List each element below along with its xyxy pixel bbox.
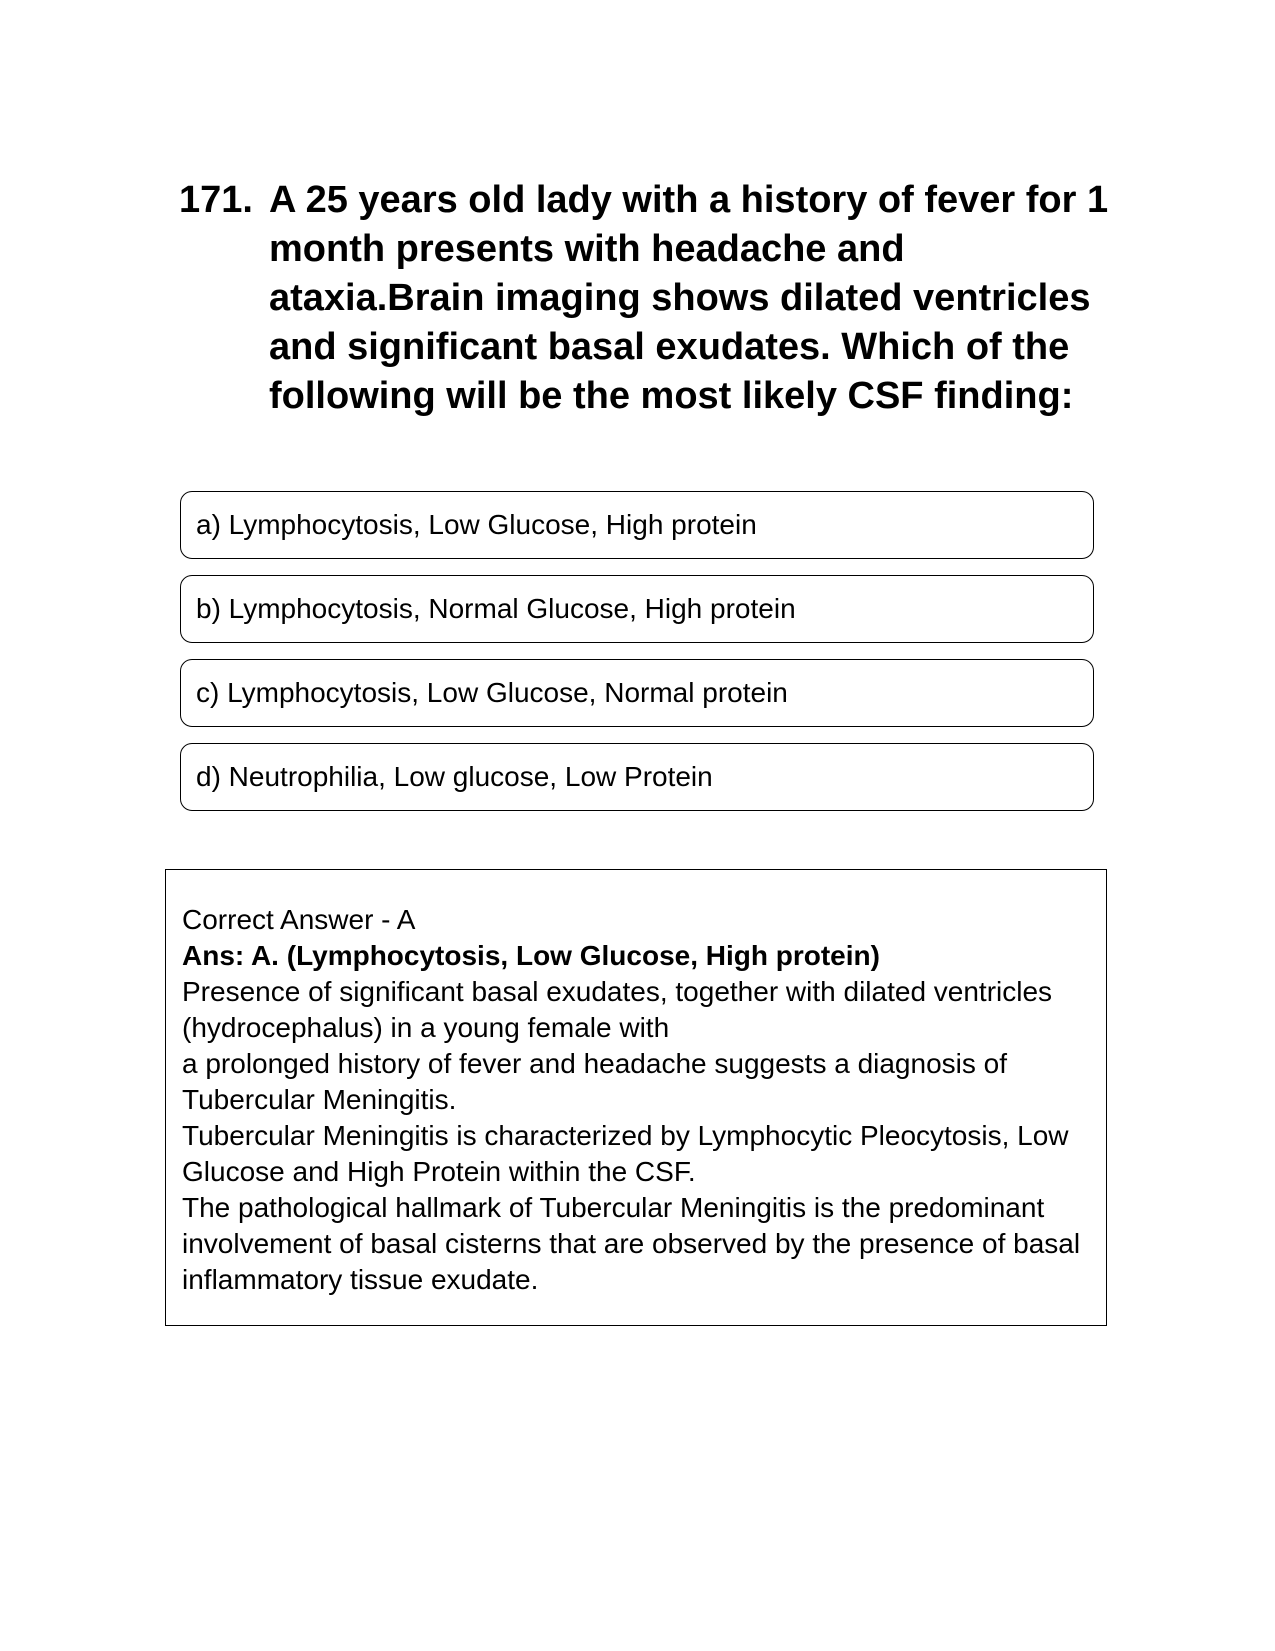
answer-heading: Ans: A. (Lymphocytosis, Low Glucose, High protein) [182,940,880,971]
answer-explanation-box [165,869,1107,1326]
correct-answer: Correct Answer - A [182,904,416,935]
option-c[interactable]: c) Lymphocytosis, Low Glucose, Normal protein [180,659,1094,727]
question-text: A 25 years old lady with a history of fever for 1 month presents with headache and ataxia.Brain imaging shows dilated ventricles and significant basal exudates. Which of the following will be the most likely CSF finding: [269,179,1109,417]
explanation-line-2: a prolonged history of fever and headache suggests a diagnosis of Tubercular Meningitis. [182,1048,1008,1115]
explanation-line-4: The pathological hallmark of Tubercular Meningitis is the predominant involvement of basal cisterns that are observed by the presence of basal inflammatory tissue exudate. [182,1192,1081,1295]
option-d[interactable]: d) Neutrophilia, Low glucose, Low Protein [180,743,1094,811]
question-number: 171. [179,179,253,221]
explanation-line-3: Tubercular Meningitis is characterized by Lymphocytic Pleocytosis, Low Glucose and High Protein within the CSF. [182,1120,1069,1187]
option-b[interactable]: b) Lymphocytosis, Normal Glucose, High protein [180,575,1094,643]
explanation-line-1: Presence of significant basal exudates, together with dilated ventricles (hydrocephalus) in a young female with [182,976,1053,1043]
options-list [180,491,1094,827]
option-a[interactable]: a) Lymphocytosis, Low Glucose, High protein [180,491,1094,559]
question [179,176,1109,421]
